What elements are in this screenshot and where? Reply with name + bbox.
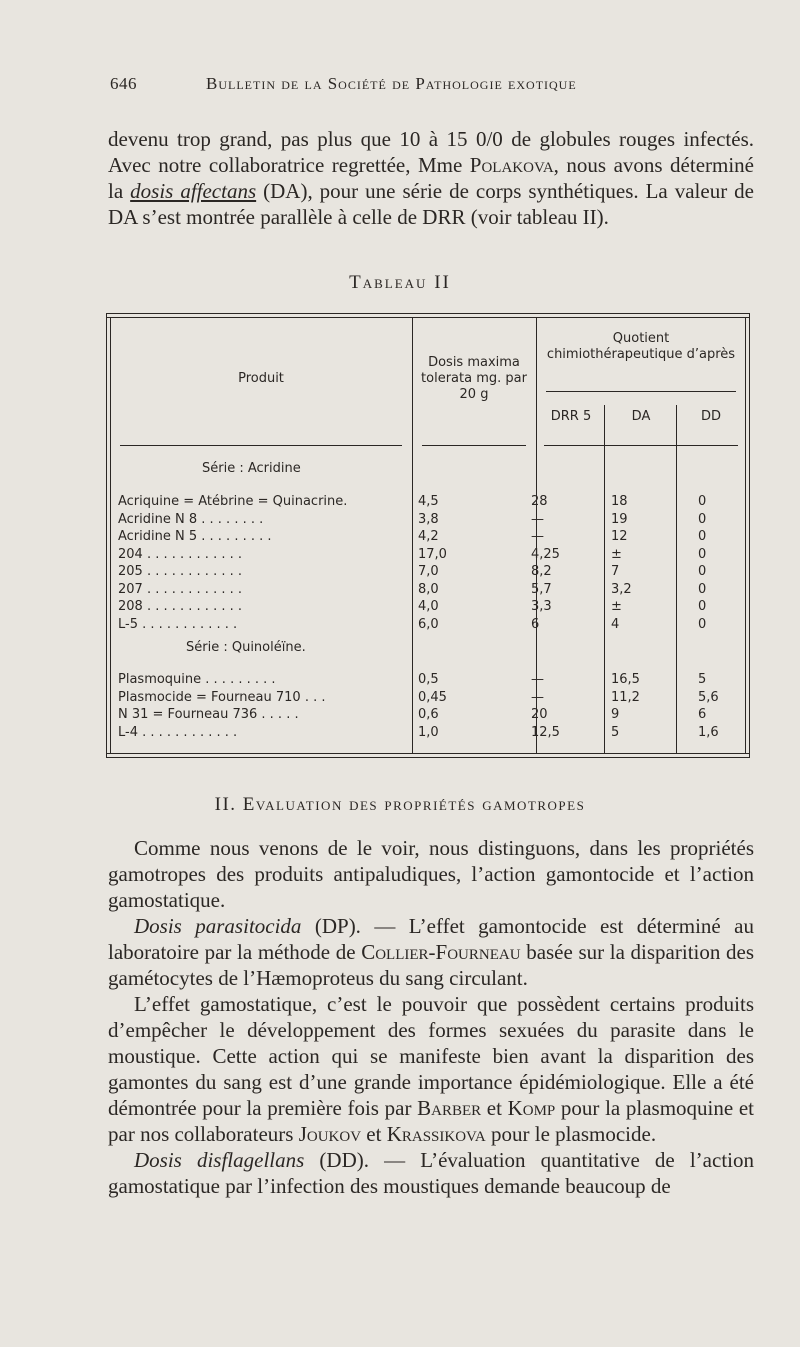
cell-dd: 6 xyxy=(698,707,707,722)
cell-dosis: 6,0 xyxy=(418,616,439,632)
cell-produit: Plasmocide = Fourneau 710 . . . xyxy=(118,689,326,705)
cell-drr5: 4,25 xyxy=(531,546,560,562)
body-text xyxy=(108,835,754,1199)
cell-produit: N 31 = Fourneau 736 . . . . . xyxy=(118,707,299,722)
cell-da: 3,2 xyxy=(611,581,632,597)
cell-da: 18 xyxy=(611,494,628,509)
table-row xyxy=(106,690,750,706)
cell-produit: Acriquine = Atébrine = Quinacrine. xyxy=(118,494,348,509)
cell-da: 9 xyxy=(611,707,620,722)
paragraph-text: basée sur la disparition des gamétocytes de l’Hæmoproteus du sang circulant. xyxy=(108,940,754,990)
cell-drr5: 6 xyxy=(531,616,540,632)
cell-produit: Acridine N 5 . . . . . . . . . xyxy=(118,529,272,544)
table-rule xyxy=(544,445,738,446)
cell-da: ± xyxy=(611,546,622,562)
cell-drr5: — xyxy=(531,511,544,527)
paragraph-2 xyxy=(108,913,754,991)
page-header xyxy=(110,74,750,102)
cell-drr5: — xyxy=(531,689,544,705)
header-dosis: Dosis maxima tolerata mg. par 20 g xyxy=(421,355,527,402)
author-name: Joukov xyxy=(298,1122,362,1146)
table-rule xyxy=(106,753,750,754)
series-label-acridine: Série : Acridine xyxy=(202,461,301,476)
term-dosis-disflagellans: Dosis disflagellans xyxy=(134,1148,305,1172)
cell-drr5: 8,2 xyxy=(531,564,552,579)
cell-dd: 0 xyxy=(698,494,707,509)
paragraph-1: Comme nous venons de le voir, nous distinguons, dans les propriétés gamotropes des produits antipaludiques, l’action gamontocide et l’action gamostatique. xyxy=(108,836,754,912)
data-table xyxy=(106,313,750,758)
table-row xyxy=(106,512,750,528)
paragraph-3 xyxy=(108,991,754,1147)
paragraph-text: pour le plasmocide. xyxy=(485,1122,657,1146)
page-number: 646 xyxy=(110,74,137,93)
table-rule xyxy=(546,391,736,392)
cell-dosis: 0,6 xyxy=(418,707,439,722)
paragraph-text: et xyxy=(361,1122,387,1146)
table-row xyxy=(106,547,750,563)
cell-dosis: 4,2 xyxy=(418,529,439,544)
term-dosis-affectans: dosis affectans xyxy=(130,179,257,203)
cell-produit: 204 . . . . . . . . . . . . xyxy=(118,546,242,562)
intro-text: devenu trop grand, pas plus que 10 à 15 0/0 de globules rouges infectés. Avec notre collaboratrice regrettée, Mme xyxy=(108,127,754,177)
cell-da: 7 xyxy=(611,564,620,579)
cell-dosis: 4,0 xyxy=(418,599,439,614)
cell-dosis: 17,0 xyxy=(418,546,447,562)
cell-da: 4 xyxy=(611,616,620,632)
cell-dosis: 0,5 xyxy=(418,672,439,687)
cell-dd: 0 xyxy=(698,564,707,579)
table-row xyxy=(106,725,750,741)
table-rule xyxy=(106,313,750,314)
table-row xyxy=(106,494,750,510)
author-name: Barber xyxy=(417,1096,482,1120)
cell-dd: 0 xyxy=(698,511,707,527)
header-quotient: Quotient chimiothérapeutique d’après xyxy=(546,331,736,362)
cell-drr5: 5,7 xyxy=(531,581,552,597)
table-title: Tableau II xyxy=(349,272,451,293)
table-row xyxy=(106,707,750,723)
table-row xyxy=(106,599,750,615)
section-title-text: Evaluation des propriétés gamotropes xyxy=(242,794,586,815)
paragraph-text: L’effet gamostatique, c’est le pouvoir que possèdent certains produits d’empêcher le développement des formes sexuées du parasite dans le moustique. Cette action qui se manifeste bien avant la disparition des gamontes du sang est d’une grande importance épidémiologique. Elle a été démontrée pour la première fois par xyxy=(108,992,754,1120)
table-row xyxy=(106,564,750,580)
cell-da: 12 xyxy=(611,529,628,544)
cell-da: 11,2 xyxy=(611,689,640,705)
intro-paragraph xyxy=(108,126,754,230)
cell-dd: 0 xyxy=(698,529,707,544)
cell-produit: 207 . . . . . . . . . . . . xyxy=(118,581,242,597)
cell-dd: 0 xyxy=(698,581,707,597)
cell-dd: 1,6 xyxy=(698,724,719,740)
cell-dosis: 7,0 xyxy=(418,564,439,579)
header-drr5: DRR 5 xyxy=(550,409,592,424)
cell-produit: Acridine N 8 . . . . . . . . xyxy=(118,511,264,527)
table-rule xyxy=(120,445,402,446)
term-dosis-parasitocida: Dosis parasitocida xyxy=(134,914,302,938)
author-name: Collier-Fourneau xyxy=(361,940,521,964)
cell-da: 19 xyxy=(611,511,628,527)
header-da: DA xyxy=(631,409,651,424)
table-rule xyxy=(106,317,750,318)
author-name: Komp xyxy=(507,1096,556,1120)
cell-da: 5 xyxy=(611,724,620,740)
cell-dosis: 0,45 xyxy=(418,689,447,705)
cell-produit: L-5 . . . . . . . . . . . . xyxy=(118,616,238,632)
cell-produit: 208 . . . . . . . . . . . . xyxy=(118,599,242,614)
cell-dosis: 8,0 xyxy=(418,581,439,597)
cell-da: ± xyxy=(611,599,622,614)
header-produit: Produit xyxy=(238,371,284,386)
cell-dd: 5,6 xyxy=(698,689,719,705)
section-number: II. xyxy=(214,794,237,815)
paragraph-text: (DP). — L’effet gamontocide est déterminé au laboratoire par la méthode de xyxy=(108,914,754,964)
cell-dosis: 3,8 xyxy=(418,511,439,527)
table-rule xyxy=(422,445,526,446)
cell-drr5: 12,5 xyxy=(531,724,560,740)
series-label-quinoleine: Série : Quinoléïne. xyxy=(186,640,306,655)
table-row xyxy=(106,582,750,598)
cell-da: 16,5 xyxy=(611,672,640,687)
cell-dd: 0 xyxy=(698,599,707,614)
cell-drr5: 28 xyxy=(531,494,548,509)
paragraph-text: et xyxy=(481,1096,508,1120)
table-row xyxy=(106,672,750,688)
table-rule xyxy=(106,757,750,758)
cell-produit: L-4 . . . . . . . . . . . . xyxy=(118,724,238,740)
author-name: Polakova xyxy=(469,153,554,177)
intro-text: , nous avons déterminé la xyxy=(108,153,754,203)
cell-drr5: 20 xyxy=(531,707,548,722)
paragraph-text: (DD). — L’évaluation quantitative de l’action gamostatique par l’infection des moustiques demande beaucoup de xyxy=(108,1148,754,1198)
intro-text: (DA), pour une série de corps synthétiques. La valeur de DA s’est montrée parallèle à celle de DRR (voir tableau II). xyxy=(108,179,755,229)
cell-dosis: 4,5 xyxy=(418,494,439,509)
cell-dd: 5 xyxy=(698,672,707,687)
cell-produit: 205 . . . . . . . . . . . . xyxy=(118,564,242,579)
paragraph-text: pour la plasmoquine et par nos collaborateurs xyxy=(108,1096,754,1146)
cell-dd: 0 xyxy=(698,546,707,562)
cell-drr5: 3,3 xyxy=(531,599,552,614)
paragraph-4 xyxy=(108,1147,754,1199)
table-row xyxy=(106,617,750,633)
cell-drr5: — xyxy=(531,672,544,687)
cell-produit: Plasmoquine . . . . . . . . . xyxy=(118,672,276,687)
running-title: Bulletin de la Société de Pathologie exotique xyxy=(206,74,577,93)
table-row xyxy=(106,529,750,545)
cell-dd: 0 xyxy=(698,616,707,632)
header-dd: DD xyxy=(700,409,722,424)
section-heading xyxy=(0,794,800,816)
author-name: Krassikova xyxy=(386,1122,486,1146)
cell-dosis: 1,0 xyxy=(418,724,439,740)
cell-drr5: — xyxy=(531,529,544,544)
